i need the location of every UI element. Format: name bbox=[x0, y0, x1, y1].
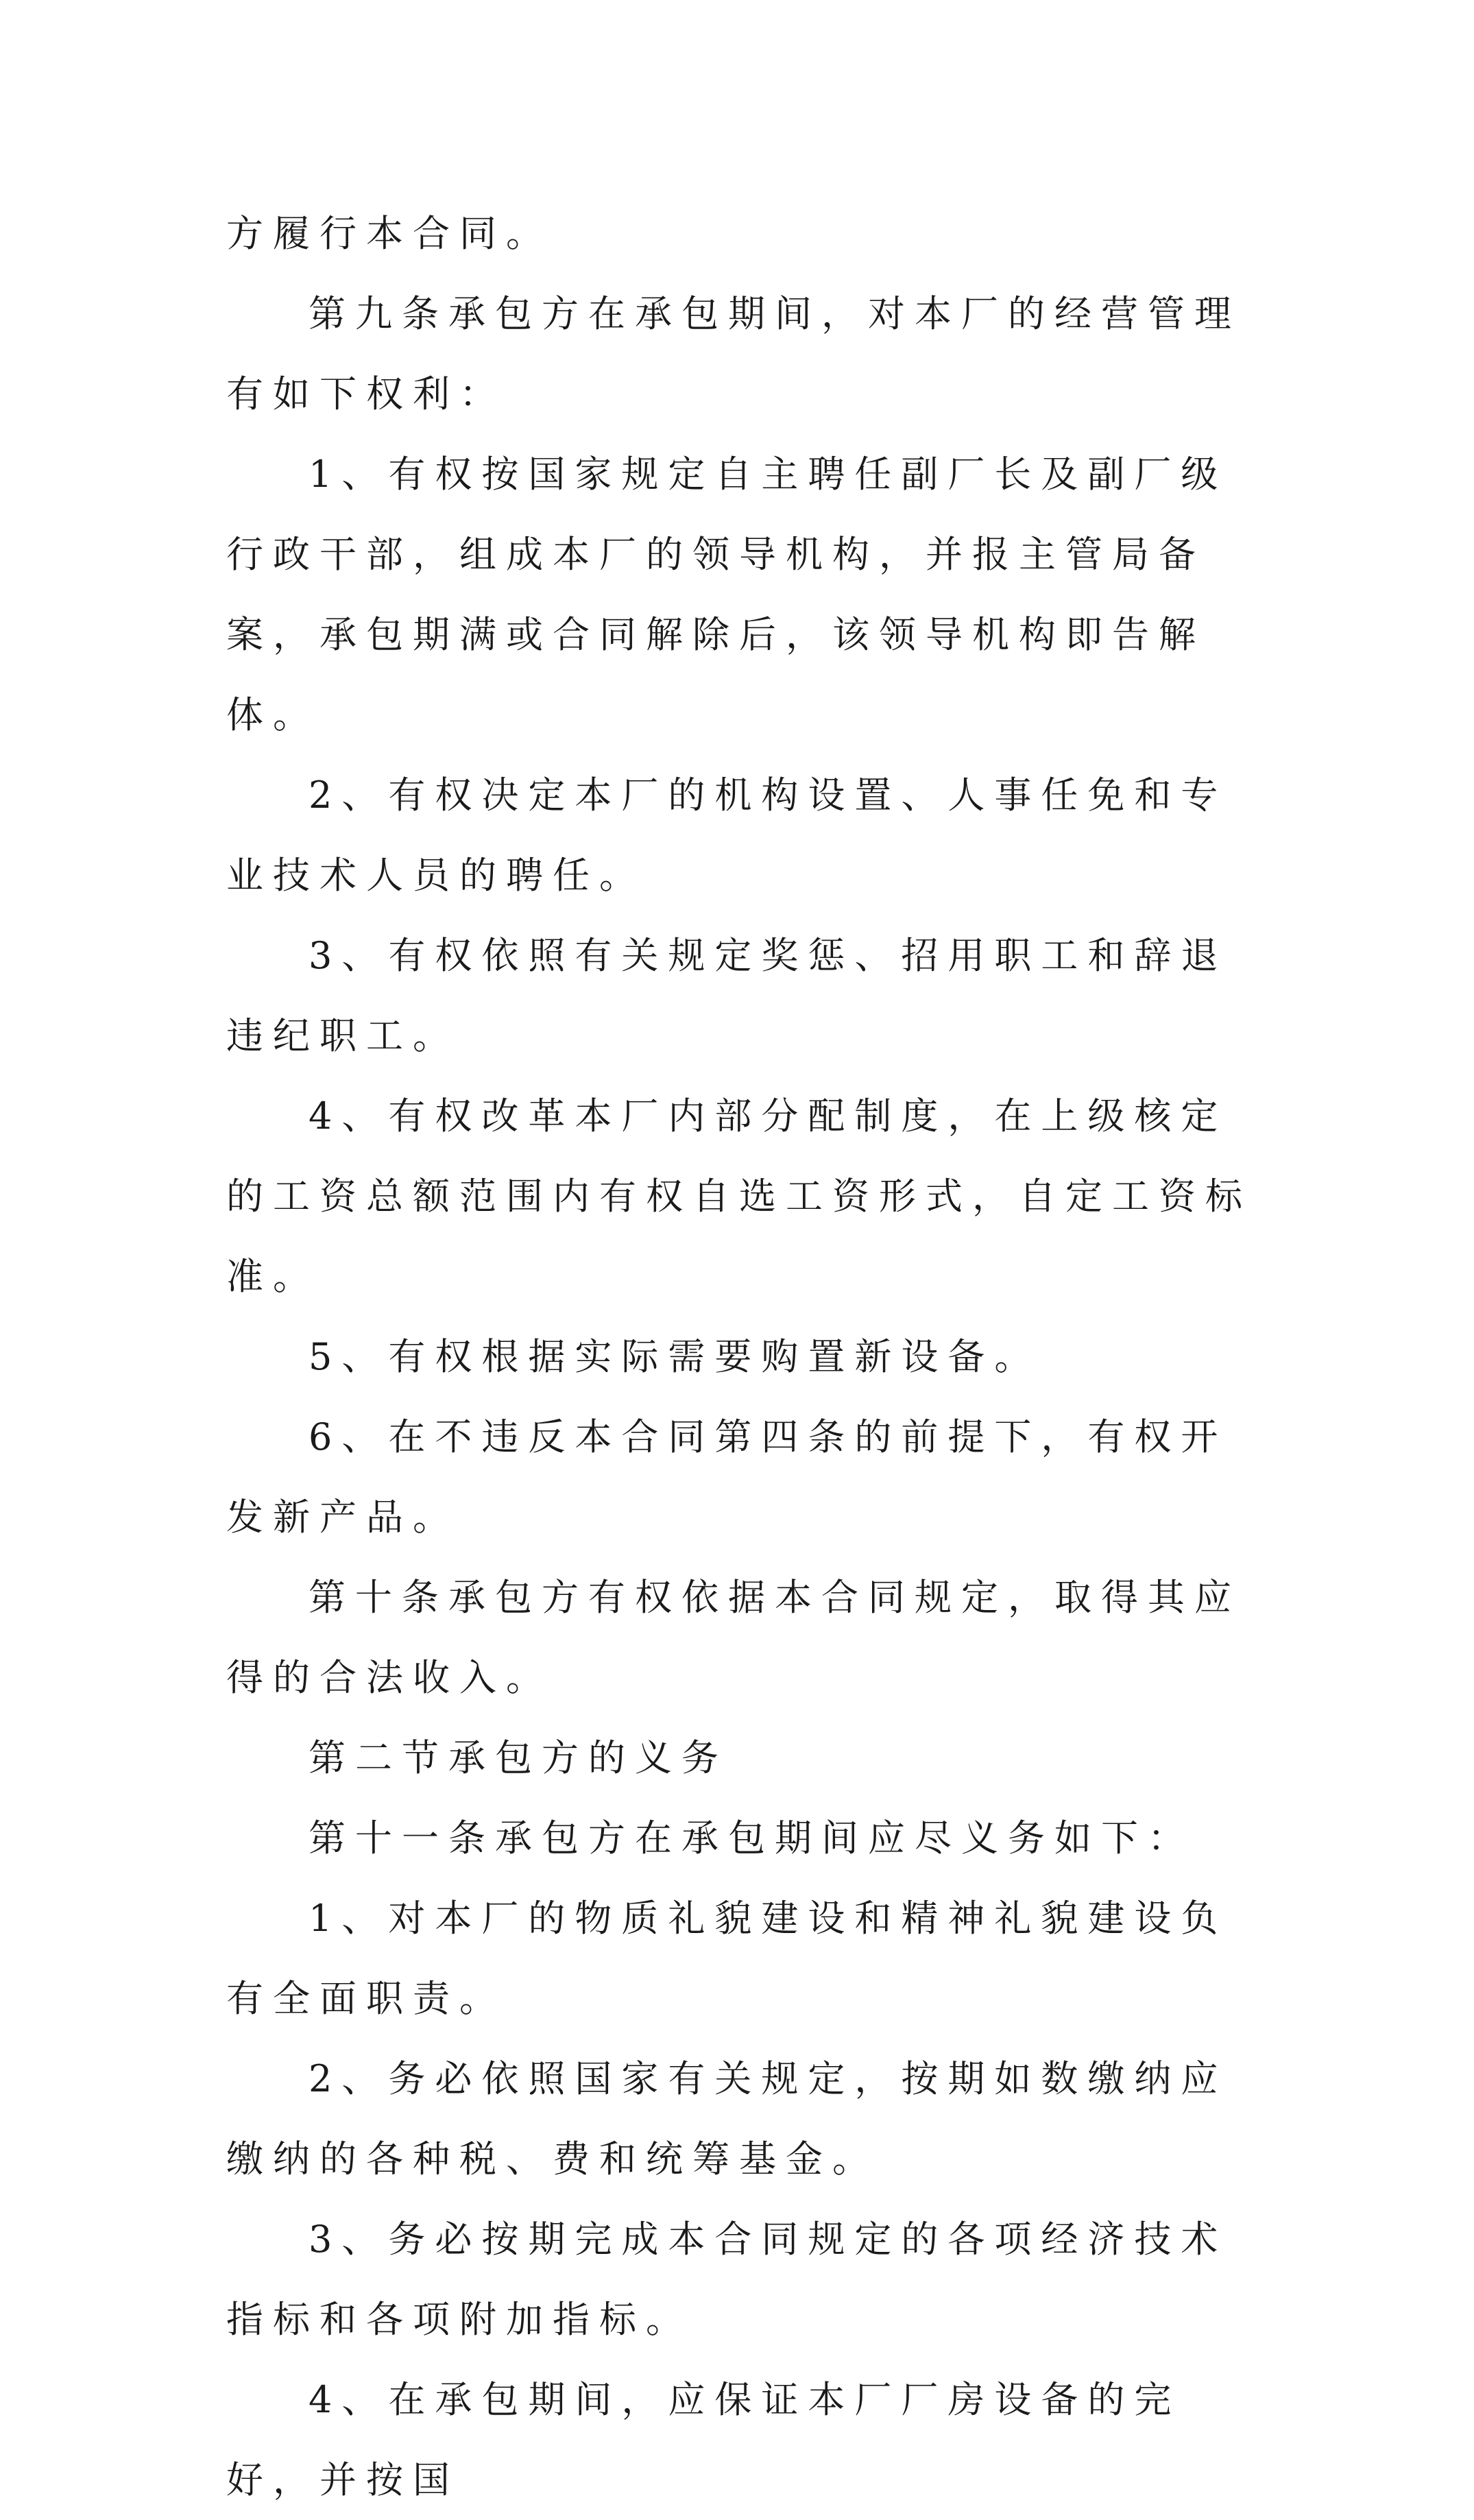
paragraph: 第九条承包方在承包期间，对本厂的经营管理有如下权利： bbox=[226, 292, 1241, 416]
section-heading: 第二节承包方的义务 bbox=[309, 1736, 728, 1779]
paragraph: 3、有权依照有关规定奖惩、招用职工和辞退违纪职工。 bbox=[226, 934, 1228, 1057]
paragraph: 第十条承包方有权依据本合同规定，取得其应得的合法收入。 bbox=[226, 1576, 1241, 1699]
paragraph: 5、有权根据实际需要购置新设备。 bbox=[309, 1335, 1041, 1378]
paragraph: 1、对本厂的物质礼貌建设和精神礼貌建设负有全面职责。 bbox=[226, 1897, 1228, 2020]
paragraph: 2、务必依照国家有关规定，按期如数缴纳应缴纳的各种税、费和统筹基金。 bbox=[226, 2057, 1228, 2181]
paragraph: 2、有权决定本厂的机构设置、人事任免和专业技术人员的聘任。 bbox=[226, 773, 1228, 897]
paragraph: 1、有权按国家规定自主聘任副厂长及副厂级行政干部，组成本厂的领导机构，并报主管局备案，承包期满或合同解除后，该领导机构即告解体。 bbox=[226, 453, 1228, 736]
paragraph: 4、有权改革本厂内部分配制度，在上级核定的工资总额范围内有权自选工资形式，自定工资标准。 bbox=[226, 1094, 1252, 1298]
document-body bbox=[226, 193, 1255, 2520]
paragraph: 3、务必按期完成本合同规定的各项经济技术指标和各项附加指标。 bbox=[226, 2218, 1228, 2341]
paragraph: 4、在承包期间，应保证本厂厂房设备的完好，并按国 bbox=[226, 2378, 1181, 2501]
paragraph: 第十一条承包方在承包期间应尽义务如下： bbox=[309, 1816, 1194, 1860]
paragraph: 6、在不违反本合同第四条的前提下，有权开发新产品。 bbox=[226, 1415, 1228, 1539]
paragraph: 方履行本合同。 bbox=[226, 212, 553, 255]
